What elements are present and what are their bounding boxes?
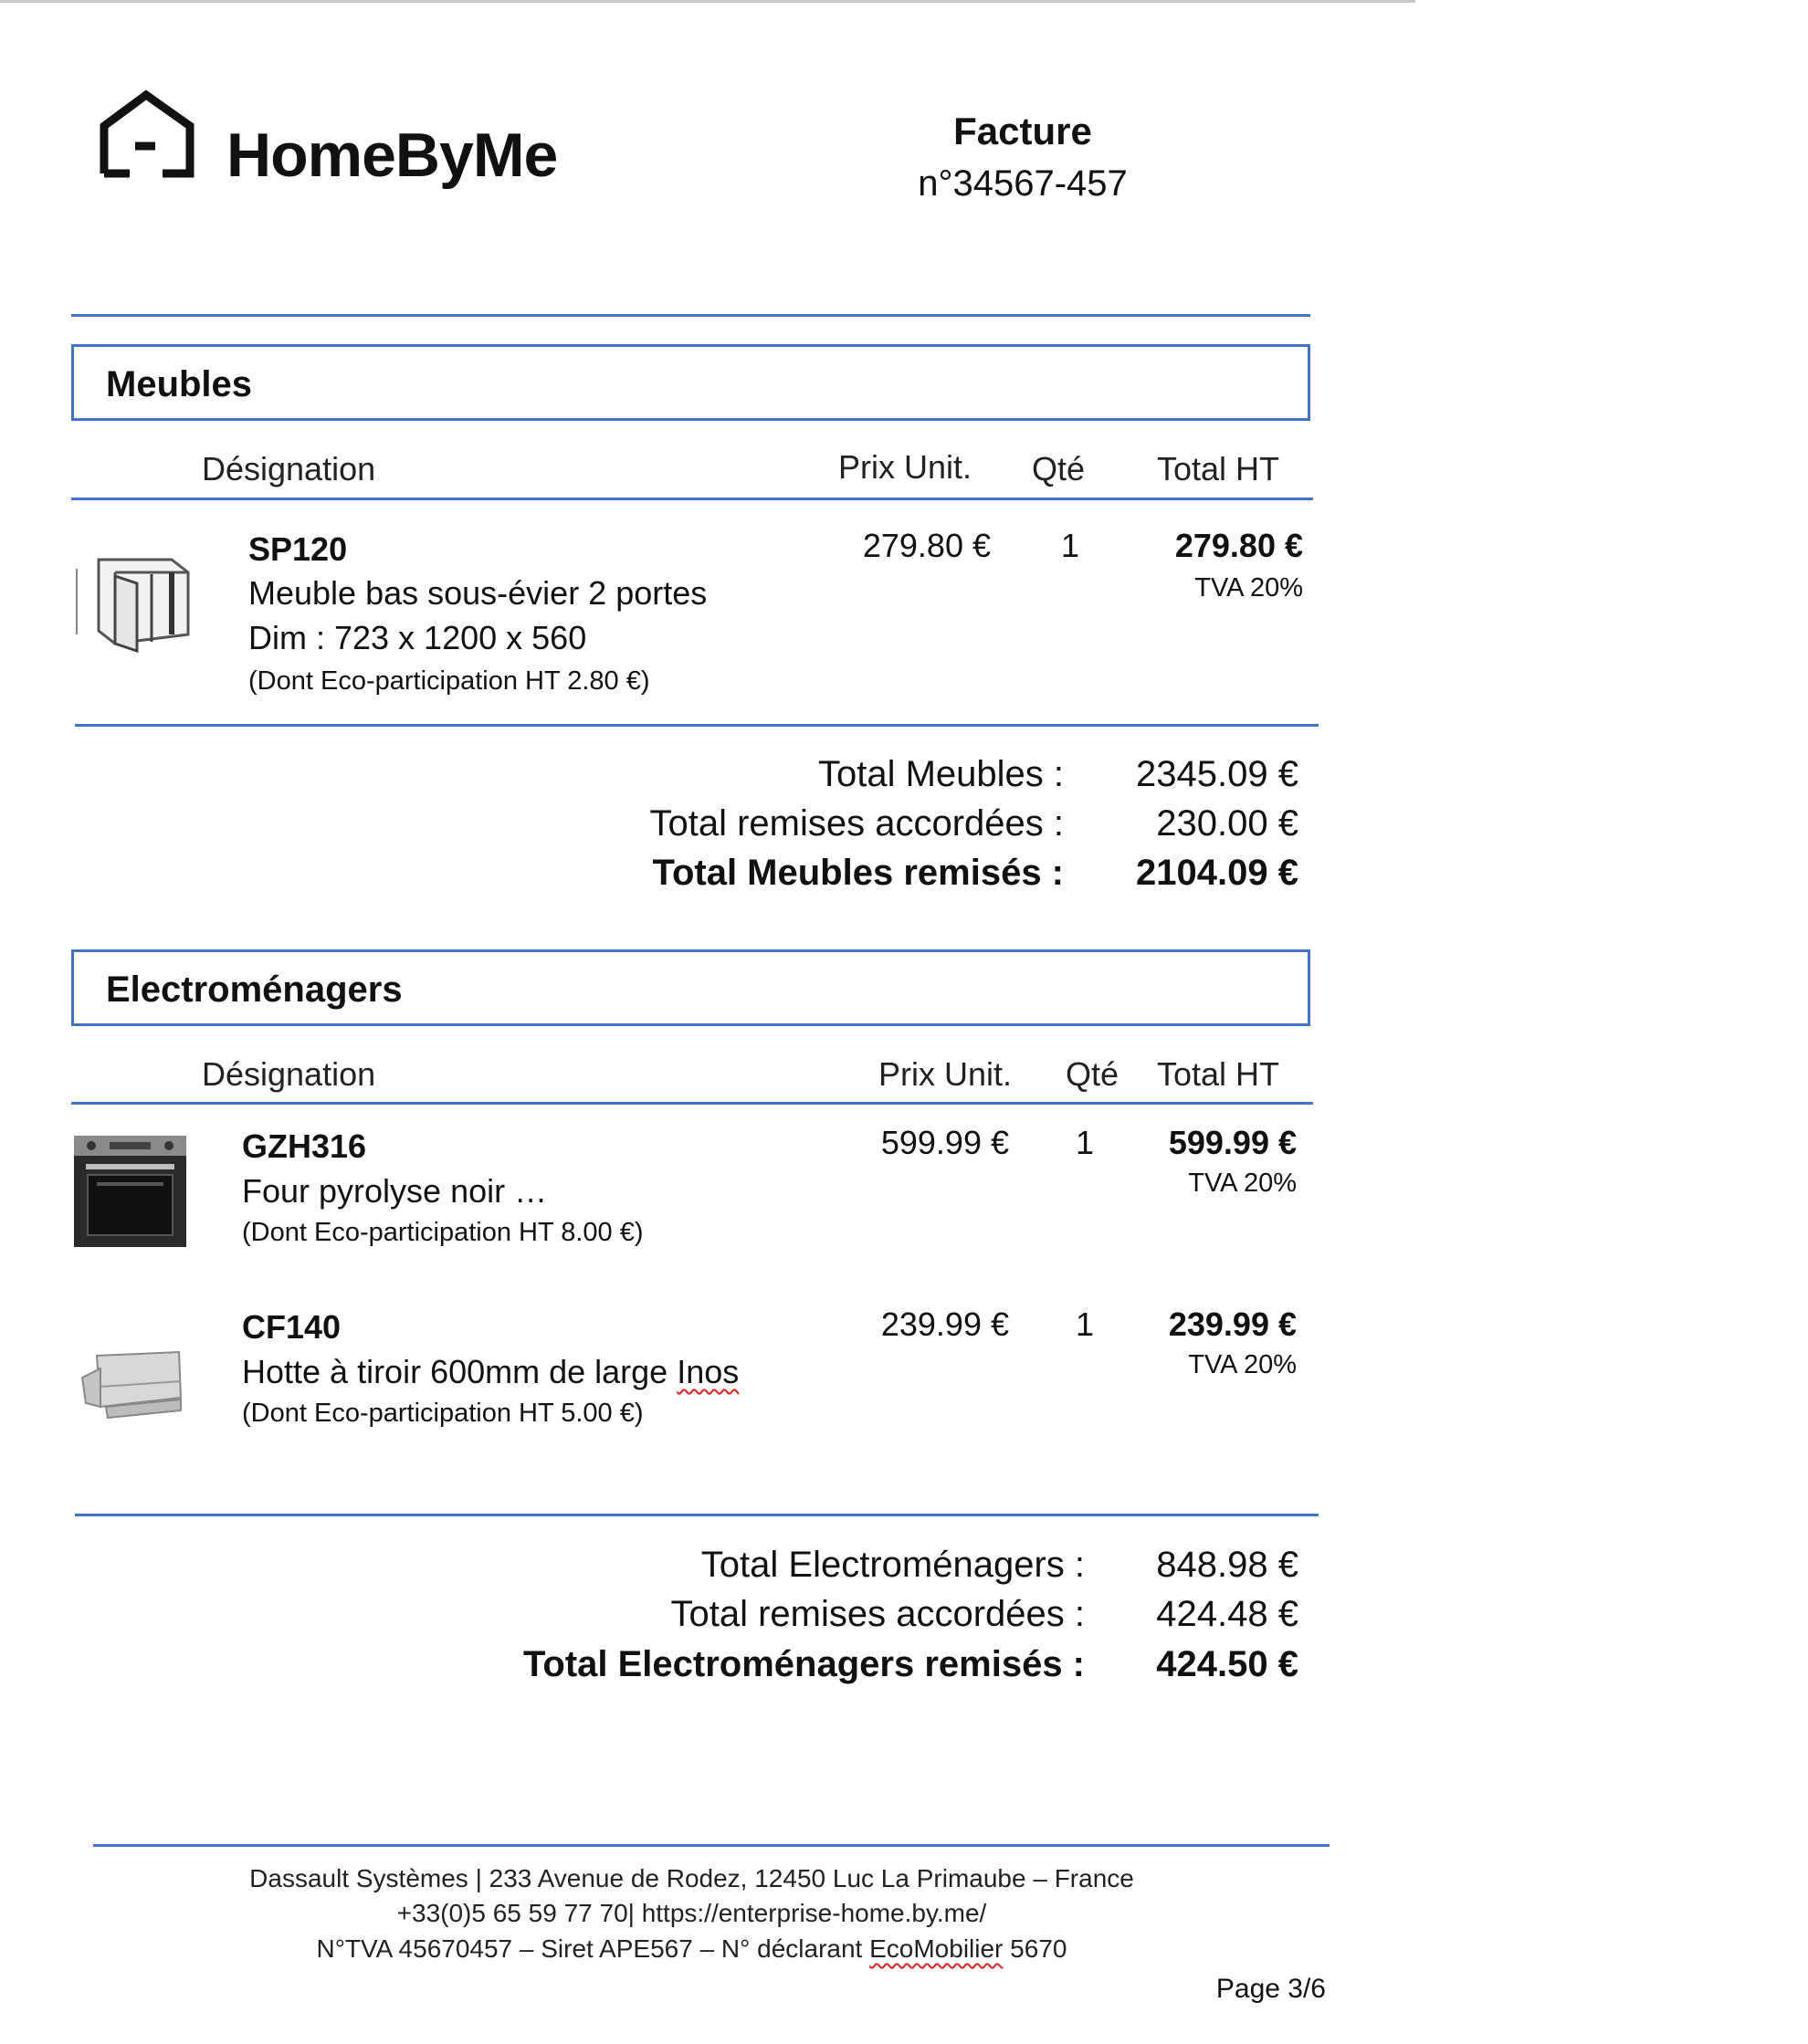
column-qty: Qté (1066, 1055, 1119, 1093)
total-label: Total Meubles : (817, 754, 1064, 794)
oven-thumbnail-icon (73, 1135, 187, 1248)
brand-name: HomeByMe (226, 121, 558, 190)
item-qty: 1 (1075, 1124, 1095, 1161)
column-total-ht: Total HT (1157, 1055, 1280, 1093)
page-number: Page 3/6 (1215, 1974, 1326, 2004)
footer-legal (91, 1932, 1292, 1966)
section-title: Electroménagers (106, 970, 403, 1010)
range-hood-thumbnail-icon (79, 1347, 184, 1420)
item-description (242, 1352, 739, 1392)
total-value: 2345.09 € (1136, 754, 1298, 794)
footer-divider (93, 1844, 1330, 1847)
total-value: 848.98 € (1156, 1545, 1298, 1585)
spellcheck-flagged-word: Inos (677, 1353, 740, 1390)
item-unit-price: 599.99 € (880, 1124, 1009, 1161)
column-designation: Désignation (202, 450, 376, 487)
items-divider (75, 1514, 1319, 1516)
column-unit-price: Prix Unit. (838, 448, 972, 486)
item-eco-participation: (Dont Eco-participation HT 2.80 €) (248, 666, 650, 696)
item-unit-price: 279.80 € (862, 527, 991, 564)
table-header-divider (71, 498, 1313, 500)
column-total-ht: Total HT (1157, 450, 1280, 487)
invoice-number: n°34567-457 (918, 163, 1128, 204)
header-divider (71, 314, 1310, 317)
item-unit-price: 239.99 € (880, 1305, 1009, 1343)
footer-legal-prefix: N°TVA 45670457 – Siret APE567 – N° déclarant (316, 1934, 870, 1963)
page-top-border (0, 0, 1415, 3)
section-header-electromenagers (71, 949, 1310, 1026)
item-qty: 1 (1075, 1305, 1095, 1343)
section-title: Meubles (106, 364, 253, 404)
item-tva: TVA 20% (1188, 1169, 1297, 1198)
invoice-title: Facture (953, 110, 1092, 152)
item-total: 279.80 € (1174, 527, 1303, 564)
item-description: Meuble bas sous-évier 2 portes (248, 574, 708, 612)
column-qty: Qté (1032, 450, 1086, 487)
discount-value: 424.48 € (1156, 1594, 1298, 1634)
discount-label: Total remises accordées : (649, 803, 1064, 844)
item-description-main: Hotte à tiroir 600mm de large (242, 1353, 678, 1390)
column-designation: Désignation (202, 1055, 376, 1093)
homebyme-logo-icon (99, 89, 201, 181)
net-total-label: Total Meubles remisés : (652, 853, 1064, 893)
items-divider (75, 724, 1319, 727)
item-eco-participation: (Dont Eco-participation HT 8.00 €) (242, 1218, 644, 1247)
discount-value: 230.00 € (1156, 803, 1298, 844)
item-qty: 1 (1060, 527, 1080, 564)
item-description: Four pyrolyse noir … (242, 1172, 548, 1210)
item-total: 599.99 € (1168, 1124, 1297, 1161)
column-unit-price: Prix Unit. (878, 1055, 1013, 1093)
discount-label: Total remises accordées : (670, 1594, 1085, 1634)
item-tva: TVA 20% (1194, 573, 1303, 603)
item-code: CF140 (242, 1308, 342, 1346)
cabinet-thumbnail-icon (71, 552, 194, 655)
net-total-label: Total Electroménagers remisés : (522, 1644, 1085, 1684)
table-header-divider (71, 1102, 1313, 1105)
footer-legal-suffix: 5670 (1003, 1934, 1067, 1963)
net-total-value: 2104.09 € (1136, 853, 1298, 893)
item-total: 239.99 € (1168, 1305, 1297, 1343)
spellcheck-flagged-word: EcoMobilier (869, 1934, 1004, 1963)
item-dimensions: Dim : 723 x 1200 x 560 (248, 619, 587, 656)
footer-company-address: Dassault Systèmes | 233 Avenue de Rodez, 12450 Luc La Primaube – France (249, 1864, 1134, 1892)
footer-contact: +33(0)5 65 59 77 70| https://enterprise-home.by.me/ (396, 1899, 987, 1927)
total-label: Total Electroménagers : (700, 1545, 1085, 1585)
item-eco-participation: (Dont Eco-participation HT 5.00 €) (242, 1399, 644, 1428)
item-code: GZH316 (242, 1127, 367, 1165)
section-header-meubles (71, 344, 1310, 421)
item-code: SP120 (248, 530, 348, 568)
net-total-value: 424.50 € (1156, 1644, 1298, 1684)
item-tva: TVA 20% (1188, 1350, 1297, 1379)
